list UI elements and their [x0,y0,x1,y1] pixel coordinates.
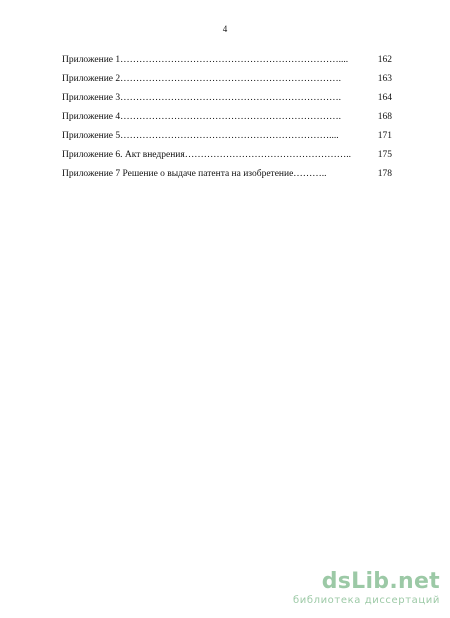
toc-label: Приложение 4……………………………………………………………. [62,112,341,122]
toc-page-number: 164 [377,93,392,103]
toc-page-number: 163 [377,74,392,84]
toc-page-number: 178 [377,169,392,179]
toc-row-appendix-3 [62,89,392,108]
toc-label: Приложение 3……………………………………………………………. [62,93,341,103]
toc-row-appendix-7 [62,165,392,184]
toc-page-number: 175 [377,150,392,160]
watermark-logo: dsLib.net [321,569,440,594]
toc-label: Приложение 5………………………………………………………….... [62,131,339,141]
toc-row-appendix-5 [62,127,392,146]
toc-row-appendix-1 [62,51,392,70]
toc-label: Приложение 1…………………………………………………………….... [62,55,349,65]
toc-page-number: 162 [377,55,392,65]
watermark-subtitle: библиотека диссертаций [292,595,440,606]
toc-page-number: 171 [377,131,392,141]
toc-page-number: 168 [377,112,392,122]
toc-label: Приложение 7 Решение о выдаче патента на изобретение……….. [62,169,327,179]
table-of-contents [62,51,392,184]
toc-row-appendix-4 [62,108,392,127]
toc-row-appendix-2 [62,70,392,89]
toc-label: Приложение 6. Акт внедрения…………………………………………….. [62,150,351,160]
toc-row-appendix-6 [62,146,392,165]
page-number: 4 [222,24,228,34]
toc-label: Приложение 2……………………………………………………………. [62,74,341,84]
watermark [293,570,440,608]
